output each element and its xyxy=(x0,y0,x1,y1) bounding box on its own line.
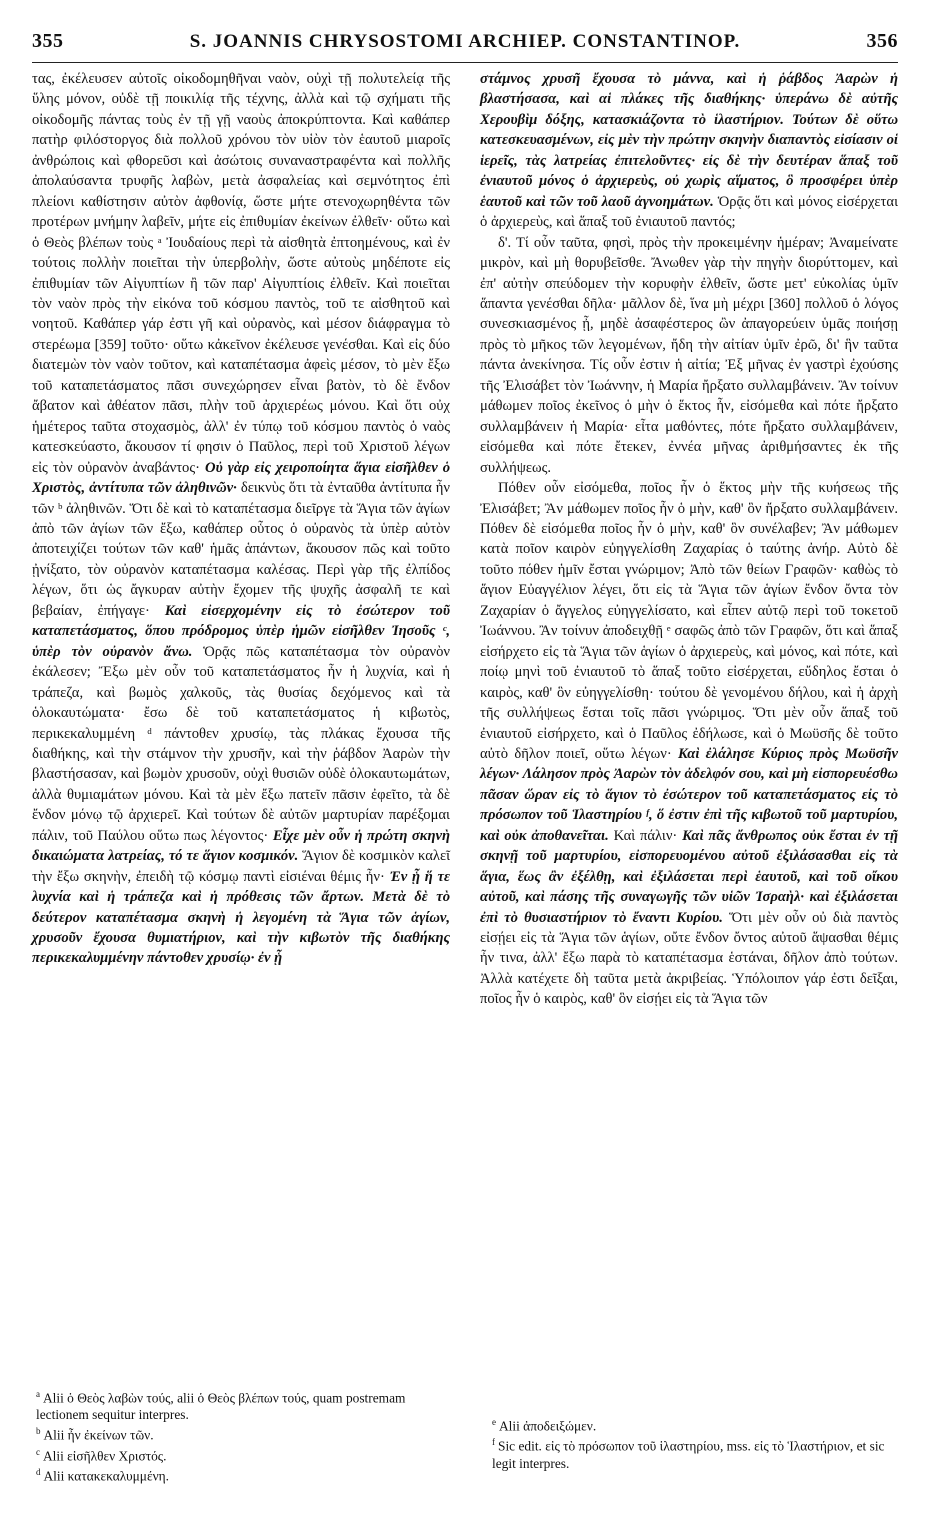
paragraph xyxy=(480,69,898,233)
text-segment: Ἅγιον δὲ κοσμικὸν καλεῖ τὴν ἔξω σκηνὴν, ἐπειδὴ τῷ κόσμῳ παντὶ εἰσιέναι θέμις ἦν· xyxy=(32,848,450,885)
footnote-text: Alii ἦν ἐκείνων τῶν. xyxy=(43,1427,154,1443)
footnote-marker: f xyxy=(492,1437,495,1448)
footnote-text: Sic edit. εἰς τὸ πρόσωπον τοῦ ἱλαστηρίου, mss. εἰς τὸ Ἱλαστήριον, et sic legit interpres. xyxy=(492,1438,885,1471)
paragraph xyxy=(480,233,898,478)
footnote-marker: e xyxy=(492,1417,496,1427)
scripture-quote: Οὐ γὰρ εἰς χειροποίητα ἅγια εἰσῆλθεν ὁ Χριστὸς, ἀντίτυπα τῶν ἀληθινῶν· xyxy=(32,459,451,497)
running-title: S. JOANNIS CHRYSOSTOMI ARCHIEP. CONSTANTINOP. xyxy=(189,31,741,52)
scripture-quote: Καὶ εἰσερχομένην εἰς τὸ ἐσώτερον τοῦ καταπετάσματος, ὅπου πρόδρομος ὑπὲρ ἡμῶν εἰσῆλθεν Ἰησοῦς ᶜ, ὑπὲρ τὸν οὐρανὸν ἄνω. xyxy=(32,602,450,660)
scripture-quote: Καὶ πᾶς ἄνθρωπος οὐκ ἔσται ἐν τῇ σκηνῇ τοῦ μαρτυρίου, εἰσπορευομένου αὐτοῦ ἐξιλάσασθαι εἰς τὰ ἅγια, ἕως ἂν ἐξέλθῃ, καὶ ἐξιλάσεται περὶ ἑαυτοῦ, καὶ τοῦ οἴκου αὐτοῦ, καὶ πάσης τῆς συναγωγῆς τῶν υἱῶν Ἰσραὴλ· καὶ ἐξιλάσεται ἐπὶ τὸ θυσιαστήριον τὸ ἔναντι Κυρίου. xyxy=(480,827,898,926)
footnotes-right xyxy=(492,1414,902,1472)
scripture-quote: Εἶχε μὲν οὖν ἡ πρώτη σκηνὴ δικαιώματα λατρείας, τό τε ἅγιον κοσμικόν. xyxy=(32,827,450,865)
footnote xyxy=(36,1386,456,1423)
text-segment: Καὶ πάλιν· xyxy=(613,827,683,844)
footnote xyxy=(492,1434,902,1471)
scripture-quote: στάμνος χρυσῆ ἔχουσα τὸ μάννα, καὶ ἡ ῥάβδος Ἀαρὼν ἡ βλαστήσασα, καὶ αἱ πλάκες τῆς διαθήκης· ὑπεράνω δὲ αὐτῆς Χερουβὶμ δόξης, κατασκιάζοντα τὸ ἱλαστήριον. Τούτων δὲ οὕτω κατεσκευασμένων, εἰς μὲν τὴν πρώτην σκηνὴν διαπαντὸς εἰσίασιν οἱ ἱερεῖς, τὰς λατρείας ἐπιτελοῦντες· εἰς δὲ τὴν δευτέραν ἅπαξ τοῦ ἐνιαυτοῦ μόνος ὁ ἀρχιερεὺς, οὐ χωρὶς αἵματος, ὃ προσφέρει ὑπὲρ ἑαυτοῦ καὶ τῶν τοῦ λαοῦ ἀγνοημάτων. xyxy=(480,71,898,210)
paragraph xyxy=(480,478,898,1010)
text-columns xyxy=(32,69,898,1010)
scripture-quote: Ἐν ᾗ ἥ τε λυχνία καὶ ἡ τράπεζα καὶ ἡ πρόθεσις τῶν ἄρτων. Μετὰ δὲ τὸ δεύτερον καταπέτασμα σκηνὴ ἡ λεγομένη τὰ Ἅγια τῶν ἁγίων, χρυσοῦν ἔχουσα θυμιατήριον, καὶ τὴν κιβωτὸν τῆς διαθήκης περικεκαλυμμένην πάντοθεν χρυσίῳ· ἐν ᾗ xyxy=(32,868,450,967)
footnote xyxy=(36,1423,456,1443)
text-segment: Ὁρᾷς πῶς καταπέτασμα τὸν οὐρανὸν ἐκάλεσεν; Ἔξω μὲν οὖν τοῦ καταπετάσματος ἦν ἡ λυχνία, καὶ ἡ τράπεζα, καὶ βωμὸς χαλκοῦς, τὰς θυσίας δεχόμενος καὶ τὰ ὁλοκαυτώματα· ἔσω δὲ τοῦ καταπετάσματος ἡ κιβωτὸς, περικεκαλυμμένη ᵈ πάντοθεν χρυσίῳ, τὰς πλάκας ἔχουσα τῆς διαθήκης, καὶ τὴν στάμνον τὴν χρυσῆν, καὶ τὴν ῥάβδον Ἀαρὼν τὴν βλαστήσασαν, καὶ βωμὸν χρυσοῦν, οὐχὶ θυσιῶν οὐδὲ ὁλοκαυτωμάτων, ἀλλὰ θυμιαμάτων μόνου. Καὶ τὰ μὲν ἔξω πατεῖν πᾶσιν ἐφεῖτο, τὰ δὲ ἔνδον μόνῳ τῷ ἀρχιερεῖ. Καὶ τούτων δὲ αὐτῶν μαρτυρίαν παρέξομαι πάλιν, τοῦ Παύλου οὕτω πως λέγοντος· xyxy=(32,643,450,844)
running-header xyxy=(32,30,898,60)
left-column xyxy=(32,69,450,1010)
text-segment: Ὁρᾷς ὅτι καὶ μόνος εἰσέρχεται ὁ ἀρχιερεὺς, καὶ ἅπαξ τοῦ ἐνιαυτοῦ παντός; xyxy=(480,193,898,231)
footnote-marker: c xyxy=(36,1446,40,1457)
footnote xyxy=(492,1414,902,1434)
paragraph xyxy=(32,69,450,969)
page-number-right: 356 xyxy=(866,30,898,52)
text-segment: τας, ἐκέλευσεν αὐτοῖς οἰκοδομηθῆναι ναὸν, οὐχὶ τῇ πολυτελείᾳ τῆς ὕλης μόνον, οὐδὲ τῇ ποικιλίᾳ τῆς τέχνης, ἀλλὰ καὶ τῷ σχήματι τῆς οἰκοδομῆς πάντας τοὺς ἐν τῇ γῇ ναοὺς ἀποκρύπτοντα. Καὶ καθάπερ πατὴρ φιλόστοργος διὰ πολλοῦ χρόνου τὸν υἱὸν τὸν ἑαυτοῦ μιαροῖς ἀνθρώποις καὶ φθορεῦσι καὶ ἀσώτοις συναναστραφέντα καὶ πολλῆς ἀπολαύσαντα τρυφῆς λαβὼν, μετὰ ἀσφαλείας καὶ σεμνότητος ἐπὶ πλείονι καθίστησιν αὐτὸν ἀφθονίᾳ, ὥστε μήτε στενοχωρηθέντα τῶν προτέρων μνήμην λαβεῖν, μήτε εἰς ἐπιθυμίαν ἐκείνων ἐλθεῖν· οὕτω καὶ ὁ Θεὸς βλέπων τοὺς ᵃ Ἰουδαίους περὶ τὰ αἰσθητὰ ἐπτοημένους, καὶ ἐν τούτοις πολλὴν ποιεῖται τὴν ὑπερβολὴν, ὥστε αὐτοὺς μηδέποτε εἰς ἐπιθυμίαν τῶν Αἰγυπτίων ἢ τῶν παρ' Αἰγυπτίοις ἐλθεῖν. Καὶ ποιεῖται τὸν ναὸν πρὸς τὴν εἰκόνα τοῦ κόσμου παντὸς, τοῦ τε αἰσθητοῦ καὶ νοητοῦ. Καθάπερ γάρ ἐστι γῆ καὶ οὐρανὸς, καὶ μέσον διάφραγμα τὸ στερέωμα [359] τοῦτο· οὕτω κἀκεῖνον ἐκέλευσε γενέσθαι. Καὶ εἰς δύο διατεμὼν τὸν ναὸν τοῦτον, καὶ καταπέτασμα ἀφεὶς μέσον, τὸ μὲν ἔξω τοῦ καταπετάσματος πᾶσι συνεχώρησεν εἶναι βατὸν, τὸ δὲ ἔνδον ἄβατον καὶ ἀθέατον πᾶσι, πλὴν τοῦ ἀρχιερέως μόνου. Καὶ ὅτι οὐχ ἡμέτερος ταῦτα στοχασμὸς, ἀλλ' ἐν τύπῳ τοῦ κόσμου παντὸς ὁ ναὸς κατεσκεύαστο, ἄκουσον τί φησιν ὁ Παῦλος, περὶ τοῦ Χριστοῦ λέγων εἰς τὸν οὐρανὸν ἀναβάντος· xyxy=(32,71,450,476)
footnote-text: Alii κατακεκαλυμμένη. xyxy=(43,1468,170,1484)
scripture-quote: Καὶ ἐλάλησε Κύριος πρὸς Μωϋσῆν λέγων· Λάλησον πρὸς Ἀαρὼν τὸν ἀδελφόν σου, καὶ μὴ εἰσπορευέσθω πᾶσαν ὥραν εἰς τὸ ἅγιον τὸ ἐσώτερον τοῦ καταπετάσματος εἰς τὸ πρόσωπον τοῦ Ἱλαστηρίου ᶠ, ὅ ἐστιν ἐπὶ τῆς κιβωτοῦ τοῦ μαρτυρίου, καὶ οὐκ ἀποθανεῖται. xyxy=(480,745,898,844)
footnote-text: Alii ὁ Θεὸς λαβὼν τούς, alii ὁ Θεὸς βλέπων τούς, quam postremam lectionem sequitur interpres. xyxy=(36,1390,406,1423)
text-segment: δ'. Τί οὖν ταῦτα, φησὶ, πρὸς τὴν προκειμένην ἡμέραν; Ἀναμείνατε μικρὸν, καὶ μὴ θορυβεῖσθε. Ἄνωθεν γὰρ τὴν πηγὴν διορύττομεν, καὶ ἐπ' αὐτὴν σπεύδομεν τὴν κορυφὴν ἐλθεῖν, ὥστε μετ' εὐκολίας ὑμῖν ἅπαντα γενέσθαι δῆλα· μᾶλλον δὲ, ἵνα μὴ μέχρι [360] πολλοῦ ὁ λόγος συνεσκιασμένος ᾖ, μηδὲ ἀσαφέστερος ὢν ἀπαγορεύειν ὑμᾶς ποιήσῃ πρὸς τὸ μῆκος τῶν λεγομένων, ἤδη τὴν αἰτίαν ὑμῖν ἐρῶ, δι' ἣν ταῦτα πάντα ἀνεκίνησα. Τίς οὖν ἐστιν ἡ αἰτία; Ἐξ μῆνας ἐν γαστρὶ ἐχούσης τῆς Ἐλισάβετ τὸν Ἰωάννην, ἡ Μαρία ἤρξατο συλλαμβάνειν. Ἂν τοίνυν μάθωμεν ποῖος ἐκεῖνος ὁ μὴν ὁ ἕκτος ἦν, εἰσόμεθα καὶ πότε ἤρξατο συλλαμβάνειν ἡ Μαρία· εἶτα μαθόντες, πότε ἤρξατο συλλαμβάνειν, εἰσόμεθα καὶ πότε ἔτεκεν, ἐννέα μῆνας ἀριθμήσαντες ἐκ τῆς συλλήψεως. xyxy=(480,234,898,476)
footnote-text: Alii εἰσῆλθεν Χριστός. xyxy=(43,1448,167,1464)
footnote-text: Alii ἀποδειξώμεν. xyxy=(499,1418,597,1434)
header-rule xyxy=(32,62,898,63)
right-column xyxy=(480,69,898,1010)
text-segment: Πόθεν οὖν εἰσόμεθα, ποῖος ἦν ὁ ἕκτος μὴν τῆς κυήσεως τῆς Ἐλισάβετ; Ἂν μάθωμεν ποῖος ἦν ὁ μὴν, καθ' ὃν ἤρξατο συλλαμβάνειν. Πόθεν δὲ εἰσόμεθα ποῖος ἦν ὁ μὴν, καθ' ὃν συνέλαβεν; Ἂν μάθωμεν κατὰ ποῖον καιρὸν εὐηγγελίσθη Ζαχαρίας ὁ ταύτης ἀνήρ. Αὐτὸ δὲ τοῦτο πόθεν ἡμῖν ἔσται γνώριμον; Ἀπὸ τῶν θείων Γραφῶν· καθὼς τὸ ἅγιον Εὐαγγέλιον λέγει, ὅτι εἰς τὰ Ἅγια τῶν ἁγίων ἔνδον ὄντα τὸν Ζαχαρίαν ὁ ἄγγελος εὐηγγελίσατο, καὶ εἶπεν αὐτῷ περὶ τοῦ τοκετοῦ Ἰωάννου. Ἂν τοίνυν ἀποδειχθῇ ᵉ σαφῶς ἀπὸ τῶν Γραφῶν, ὅτι καὶ ἅπαξ εἰσήρχετο εἰς τὰ Ἅγια τῶν ἁγίων ὁ ἀρχιερεὺς, καὶ μόνος, καὶ πότε, καὶ ποίῳ μηνὶ τοῦ ἐνιαυτοῦ τὸ ἅπαξ τοῦτο εἰσέρχεται, εὔδηλος ἔσται ὁ καιρὸς, καθ' ὃν εὐηγγελίσθη· τούτου δὲ γενομένου δήλου, καὶ ἡ ἀρχὴ τῆς συλλήψεως ἔσται τοῖς πᾶσι γνώριμος. Ὅτι μὲν οὖν ἅπαξ τοῦ ἐνιαυτοῦ εἰσήρχετο, καὶ ὁ Παῦλος ἐδήλωσε, καὶ ὁ Μωϋσῆς δὲ τοῦτο αὐτὸ δῆλον ποιεῖ, οὕτω λέγων· xyxy=(480,480,898,762)
footnote-marker: a xyxy=(36,1389,40,1399)
footnote-marker: b xyxy=(36,1426,41,1437)
footnote xyxy=(36,1464,456,1484)
footnotes-left xyxy=(36,1386,456,1485)
text-segment: δεικνὺς ὅτι τὰ ἐνταῦθα ἀντίτυπα ἦν τῶν ᵇ ἀληθινῶν. Ὅτι δὲ καὶ τὸ καταπέτασμα διεῖργε τὰ Ἅγια τῶν ἁγίων ἀπὸ τῶν ἁγίων τῶν ἔξω, καθάπερ οὗτος ὁ οὐρανὸς τὰ ὑπὲρ αὐτὸν ἀποτειχίζει τούτων τῶν καθ' ἡμᾶς ἁπάντων, ἄκουσον πῶς καὶ τοῦτο ᾐνίξατο, τὸν οὐρανὸν καταπέτασμα καλέσας. Περὶ γὰρ τῆς ἐλπίδος λέγων, ὅτι ὡς ἄγκυραν αὐτὴν ἔχομεν τῆς ψυχῆς ἀσφαλῆ τε καὶ βεβαίαν, ἐπήγαγε· xyxy=(32,480,450,619)
footnote xyxy=(36,1444,456,1464)
page-number-left: 355 xyxy=(32,30,64,52)
text-segment: Ὅτι μὲν οὖν οὐ διὰ παντὸς εἰσῄει εἰς τὰ Ἅγια τῶν ἁγίων, οὔτε ἔνδον ὄντος αὐτοῦ ἅψασθαι θέμις ἦν τινα, ἀλλ' ἔξω παρὰ τὸ καταπέτασμα ἑστάναι, δῆλον ἀπὸ τούτων. Ἀλλὰ κατέχετε δὴ ταῦτα μετὰ ἀκριβείας. Ὑπόλοιπον γάρ ἐστι δεῖξαι, ποῖος ἦν ὁ καιρὸς, καθ' ὃν εἰσῄει εἰς τὰ Ἅγια τῶν xyxy=(480,909,898,1008)
footnote-marker: d xyxy=(36,1467,41,1478)
